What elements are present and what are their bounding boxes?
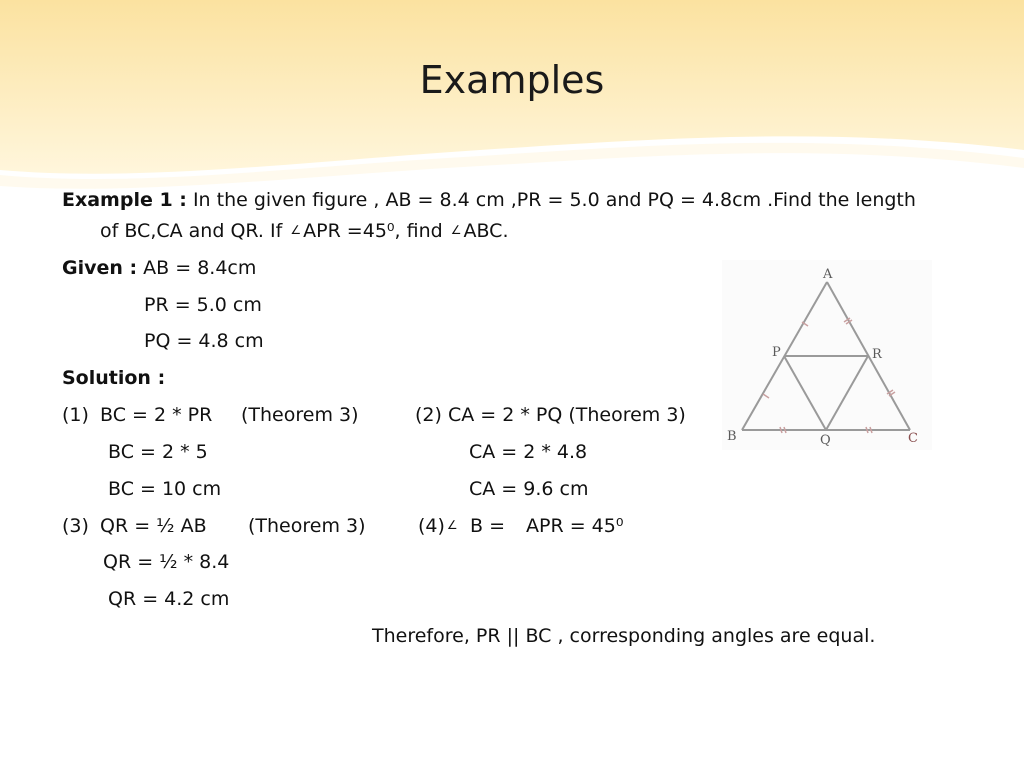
- angle-icon: ∠: [446, 518, 458, 532]
- given-value-1: AB = 8.4cm: [137, 257, 257, 279]
- solution-step-3-calc: QR = ½ * 8.4: [103, 551, 230, 573]
- example-text-2b: APR =45⁰, find: [303, 220, 449, 242]
- vertex-label-p: P: [772, 345, 781, 360]
- angle-icon: ∠: [290, 223, 302, 237]
- solution-step-3-result: QR = 4.2 cm: [108, 588, 230, 610]
- example-line-1: [62, 189, 916, 211]
- example-text-1: In the given figure , AB = 8.4 cm ,PR = 5.0 and PQ = 4.8cm .Find the length: [186, 189, 916, 211]
- solution-step-3-num: (3): [62, 515, 89, 537]
- solution-step-1-calc: BC = 2 * 5: [108, 441, 208, 463]
- angle-icon: ∠: [450, 223, 462, 237]
- solution-step-2-calc: CA = 2 * 4.8: [469, 441, 588, 463]
- solution-step-2: (2) CA = 2 * PQ (Theorem 3): [415, 404, 686, 426]
- solution-step-4-b: APR = 45⁰: [526, 515, 624, 537]
- solution-step-4-num: (4): [418, 515, 445, 537]
- solution-step-1-ref: (Theorem 3): [241, 404, 359, 426]
- triangle-figure: [722, 260, 932, 450]
- solution-step-4-a: B =: [470, 515, 505, 537]
- given-line-1: [62, 257, 256, 279]
- solution-step-3-eq: QR = ½ AB: [100, 515, 207, 537]
- vertex-label-c: C: [908, 431, 918, 446]
- vertex-label-r: R: [872, 347, 882, 362]
- vertex-label-b: B: [727, 429, 737, 444]
- solution-step-1-num: (1): [62, 404, 89, 426]
- slide-title: Examples: [419, 58, 605, 102]
- vertex-label-a: A: [823, 267, 833, 282]
- solution-step-3-ref: (Theorem 3): [248, 515, 366, 537]
- example-label: Example 1 :: [62, 189, 187, 211]
- example-line-2: [100, 220, 509, 242]
- solution-step-2-result: CA = 9.6 cm: [469, 478, 589, 500]
- solution-step-1-result: BC = 10 cm: [108, 478, 222, 500]
- example-text-2c: ABC.: [463, 220, 509, 242]
- given-label: Given :: [62, 257, 138, 279]
- solution-conclusion: Therefore, PR || BC , corresponding angles are equal.: [372, 625, 876, 647]
- solution-step-4: [418, 515, 460, 537]
- vertex-label-q: Q: [820, 433, 831, 448]
- solution-step-1-eq: BC = 2 * PR: [100, 404, 213, 426]
- given-value-2: PR = 5.0 cm: [144, 294, 262, 316]
- given-value-3: PQ = 4.8 cm: [144, 330, 264, 352]
- example-text-2a: of BC,CA and QR. If: [100, 220, 289, 242]
- solution-label: Solution :: [62, 367, 166, 389]
